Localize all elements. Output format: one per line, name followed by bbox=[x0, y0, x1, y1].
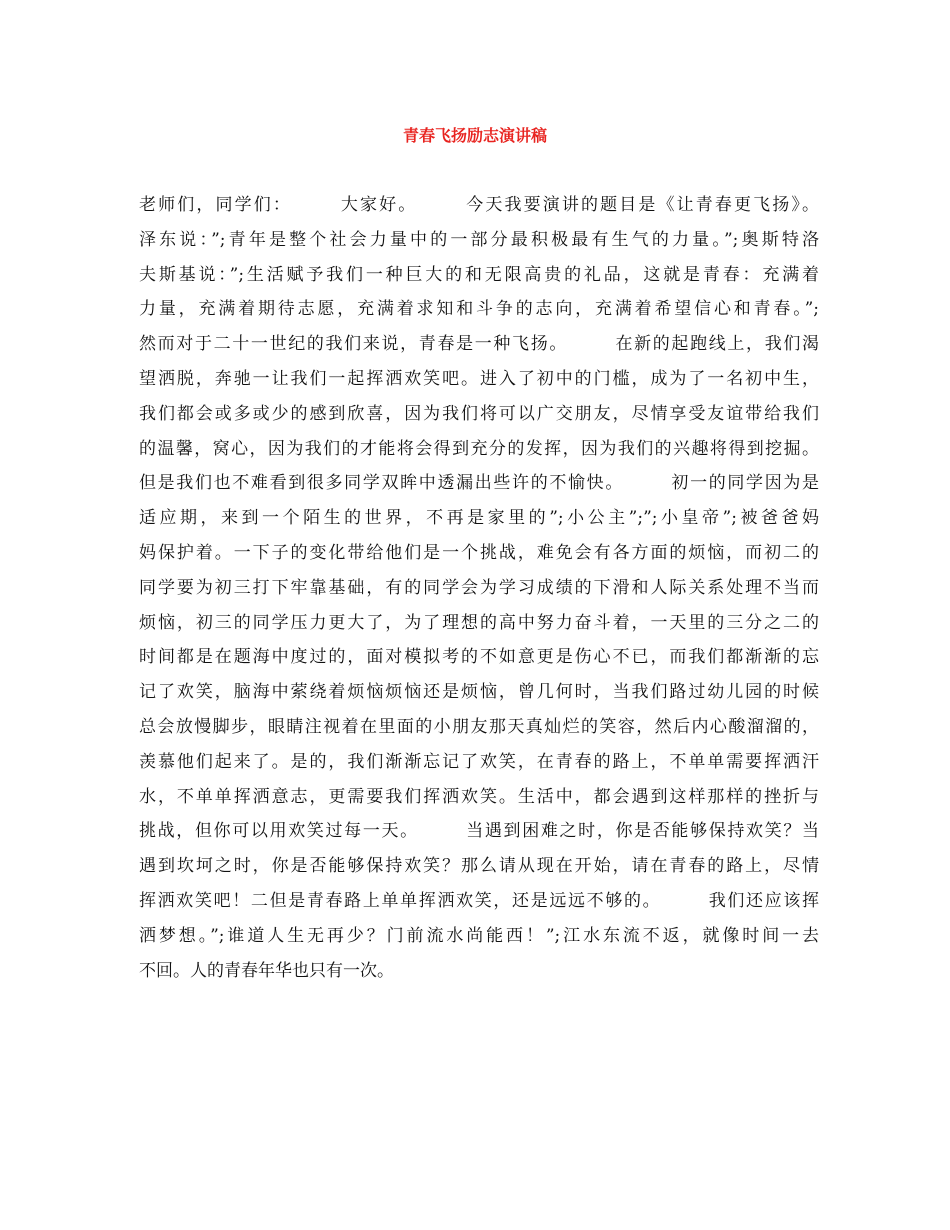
body-line: 同学要为初三打下牢靠基础，有的同学会为学习成绩的下滑和人际关系处理不当而 bbox=[139, 577, 819, 598]
body-line: 羡慕他们起来了。是的，我们渐渐忘记了欢笑，在青春的路上，不单单需要挥洒汗 bbox=[139, 751, 819, 772]
body-line: 记了欢笑，脑海中萦绕着烦恼烦恼还是烦恼，曾几何时，当我们路过幼儿园的时候 bbox=[139, 682, 819, 703]
body-line: 但是我们也不难看到很多同学双眸中透漏出些许的不愉快。 初一的同学因为是 bbox=[139, 473, 819, 494]
body-line: 水，不单单挥洒意志，更需要我们挥洒欢笑。生活中，都会遇到这样那样的挫折与 bbox=[139, 786, 819, 807]
body-line: 挥洒欢笑吧！二但是青春路上单单挥洒欢笑，还是远远不够的。 我们还应该挥 bbox=[139, 890, 819, 911]
body-line: 时间都是在题海中度过的，面对模拟考的不如意更是伤心不已，而我们都渐渐的忘 bbox=[139, 647, 819, 668]
body-line: 力量，充满着期待志愿，充满着求知和斗争的志向，充满着希望信心和青春。”; bbox=[139, 299, 819, 320]
body-line: 总会放慢脚步，眼睛注视着在里面的小朋友那天真灿烂的笑容，然后内心酸溜溜的， bbox=[139, 716, 819, 737]
body-line: 挑战，但你可以用欢笑过每一天。 当遇到困难之时，你是否能够保持欢笑？当 bbox=[139, 821, 819, 842]
body-line: 然而对于二十一世纪的我们来说，青春是一种飞扬。 在新的起跑线上，我们渴 bbox=[139, 334, 819, 355]
body-line: 适应期，来到一个陌生的世界，不再是家里的”;小公主”;”;小皇帝”;被爸爸妈 bbox=[139, 508, 819, 529]
body-line: 老师们，同学们： 大家好。 今天我要演讲的题目是《让青春更飞扬》。 bbox=[139, 195, 819, 215]
body-line: 夫斯基说：”;生活赋予我们一种巨大的和无限高贵的礼品，这就是青春：充满着 bbox=[139, 264, 819, 285]
document-title: 青春飞扬励志演讲稿 bbox=[402, 126, 547, 145]
body-line: 妈保护着。一下子的变化带给他们是一个挑战，难免会有各方面的烦恼，而初二的 bbox=[139, 542, 819, 563]
body-line: 泽东说：”;青年是整个社会力量中的一部分最积极最有生气的力量。”;奥斯特洛 bbox=[139, 229, 819, 250]
body-line-last: 不回。人的青春年华也只有一次。 bbox=[139, 960, 394, 981]
document-body bbox=[139, 188, 819, 988]
body-line: 烦恼，初三的同学压力更大了，为了理想的高中努力奋斗着，一天里的三分之二的 bbox=[139, 612, 819, 633]
body-line: 洒梦想。”;谁道人生无再少？门前流水尚能西！”;江水东流不返，就像时间一去 bbox=[139, 925, 819, 946]
body-line: 遇到坎坷之时，你是否能够保持欢笑？那么请从现在开始，请在青春的路上，尽情 bbox=[139, 856, 819, 877]
body-line: 望洒脱，奔驰一让我们一起挥洒欢笑吧。进入了初中的门槛，成为了一名初中生， bbox=[139, 368, 819, 389]
body-line: 我们都会或多或少的感到欣喜，因为我们将可以广交朋友，尽情享受友谊带给我们 bbox=[139, 403, 819, 424]
body-line: 的温馨，窝心，因为我们的才能将会得到充分的发挥，因为我们的兴趣将得到挖掘。 bbox=[139, 438, 819, 459]
